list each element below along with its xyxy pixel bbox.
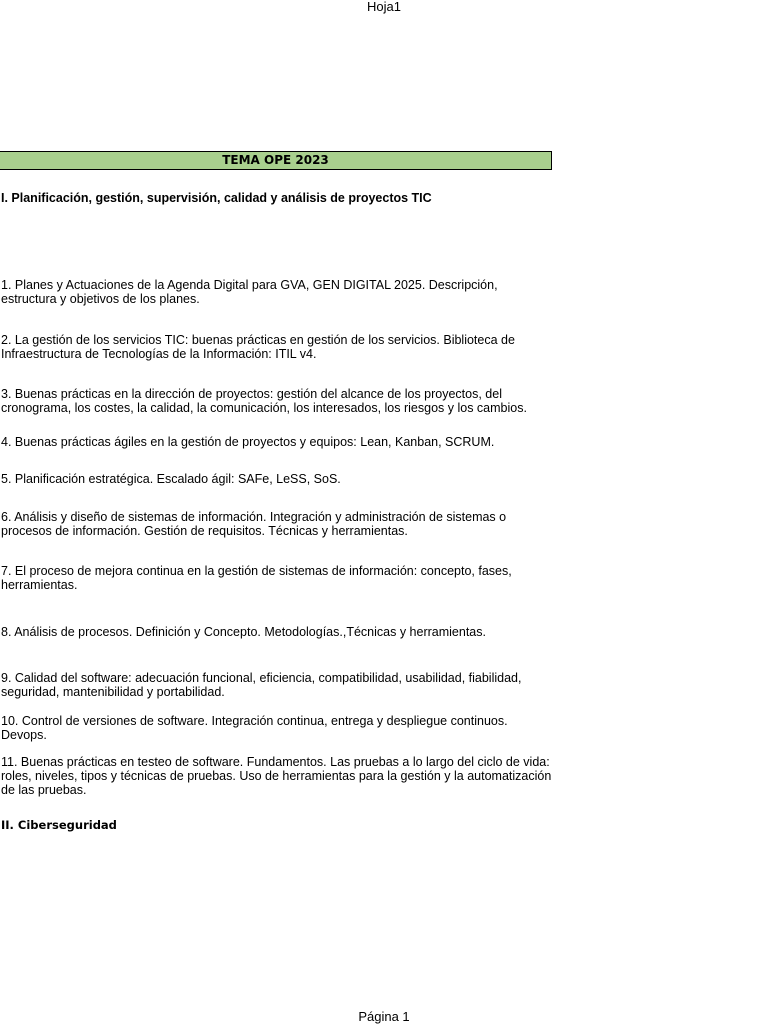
topic-item-1: 1. Planes y Actuaciones de la Agenda Digital para GVA, GEN DIGITAL 2025. Descripción, estructura y objetivos de los planes.: [1, 278, 498, 306]
section-heading-planificacion: I. Planificación, gestión, supervisión, calidad y análisis de proyectos TIC: [1, 191, 432, 205]
topic-item-8: 8. Análisis de procesos. Definición y Concepto. Metodologías.,Técnicas y herramientas.: [1, 625, 486, 639]
topic-item-9: 9. Calidad del software: adecuación funcional, eficiencia, compatibilidad, usabilidad, fiabilidad, seguridad, mantenibilidad y portabilidad.: [1, 671, 522, 699]
section-heading-ciberseguridad: II. Ciberseguridad: [1, 818, 117, 832]
topic-item-2: 2. La gestión de los servicios TIC: buenas prácticas en gestión de los servicios. Biblioteca de Infraestructura de Tecnologías de la Información: ITIL v4.: [1, 333, 515, 361]
topic-item-11: 11. Buenas prácticas en testeo de software. Fundamentos. Las pruebas a lo largo del ciclo de vida: roles, niveles, tipos y técnicas de pruebas. Uso de herramientas para la gestión y la automatización de las pruebas.: [1, 755, 552, 797]
page-header-sheet-name: Hoja1: [367, 0, 401, 14]
topic-item-3: 3. Buenas prácticas en la dirección de proyectos: gestión del alcance de los proyectos, del cronograma, los costes, la calidad, la comunicación, los interesados, los riesgos y los cambios.: [1, 387, 527, 415]
topic-item-10: 10. Control de versiones de software. Integración continua, entrega y despliegue continuos. Devops.: [1, 714, 508, 742]
topic-item-6: 6. Análisis y diseño de sistemas de información. Integración y administración de sistemas o procesos de información. Gestión de requisitos. Técnicas y herramientas.: [1, 510, 507, 538]
topic-item-4: 4. Buenas prácticas ágiles en la gestión de proyectos y equipos: Lean, Kanban, SCRUM.: [1, 435, 495, 449]
topic-item-5: 5. Planificación estratégica. Escalado ágil: SAFe, LeSS, SoS.: [1, 472, 341, 486]
topic-item-7: 7. El proceso de mejora continua en la gestión de sistemas de información: concepto, fases, herramientas.: [1, 564, 512, 592]
page-footer-page-number: Página 1: [358, 1009, 410, 1024]
title-cell: TEMA OPE 2023: [0, 151, 552, 170]
